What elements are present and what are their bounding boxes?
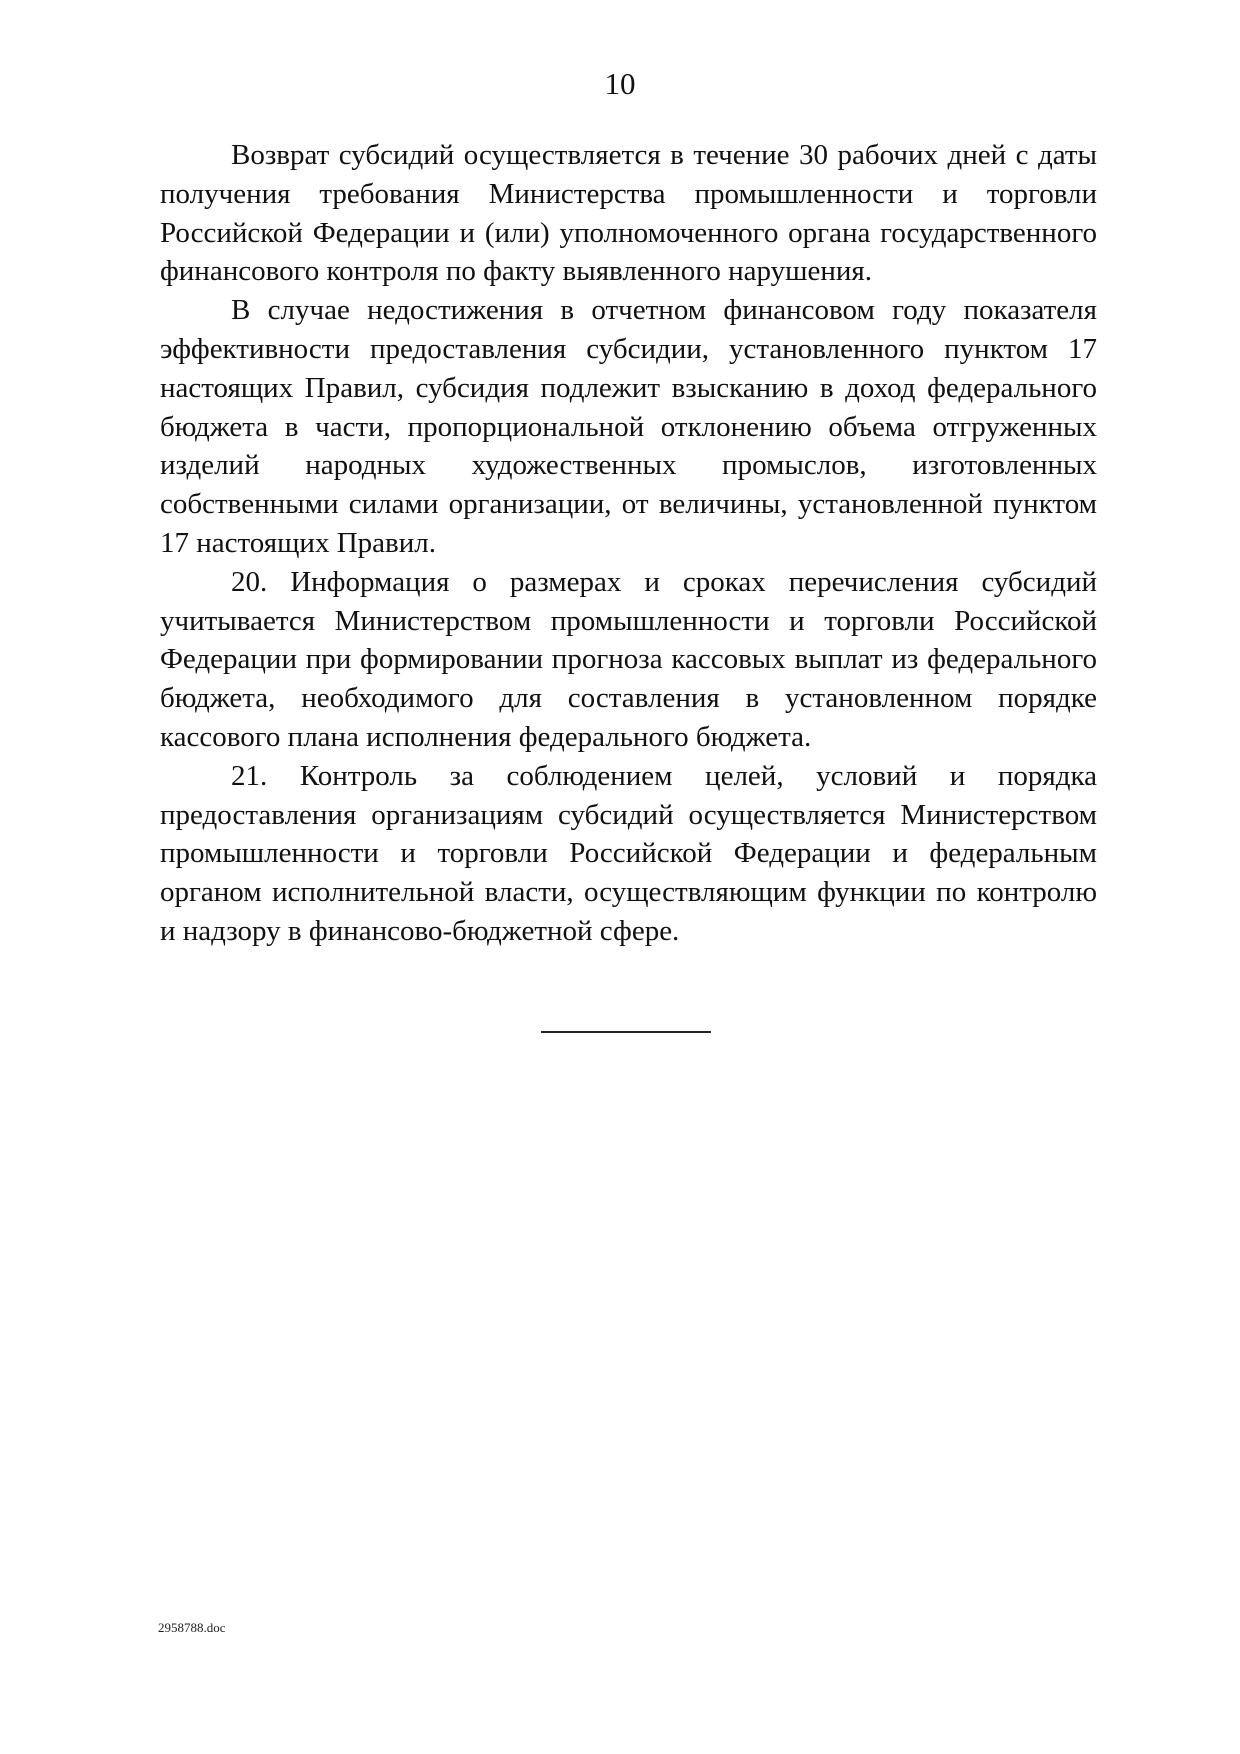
end-divider	[541, 1031, 711, 1033]
paragraph-indicator-shortfall: В случае недостижения в отчетном финансовом году показателя эффективности предоставления субсидии, установленного пунктом 17 настоящих Правил, субсидия подлежит взысканию в доход федерального бюджета в части, пропорциональной отклонению объема отгруженных изделий народных художественных промыслов, изготовленных собственными силами организации, от величины, установленной пунктом 17 настоящих Правил.	[160, 294, 1097, 559]
file-code: 2958788.doc	[158, 1620, 226, 1635]
page-number: 10	[604, 66, 636, 101]
paragraph-item-21: 21. Контроль за соблюдением целей, условий и порядка предоставления организациям субсидий осуществляется Министерством промышленности и торговли Российской Федерации и федеральным органом исполнительной власти, осуществляющим функции по контролю и надзору в финансово-бюджетной сфере.	[160, 759, 1097, 947]
document-body	[160, 136, 1097, 951]
paragraph-subsidy-return: Возврат субсидий осуществляется в течение 30 рабочих дней с даты получения требования Министерства промышленности и торговли Российской Федерации и (или) уполномоченного органа государственного финансового контроля по факту выявленного нарушения.	[160, 139, 1097, 288]
paragraph-item-20: 20. Информация о размерах и сроках перечисления субсидий учитывается Министерством промышленности и торговли Российской Федерации при формировании прогноза кассовых выплат из федерального бюджета, необходимого для составления в установленном порядке кассового плана исполнения федерального бюджета.	[160, 565, 1097, 753]
